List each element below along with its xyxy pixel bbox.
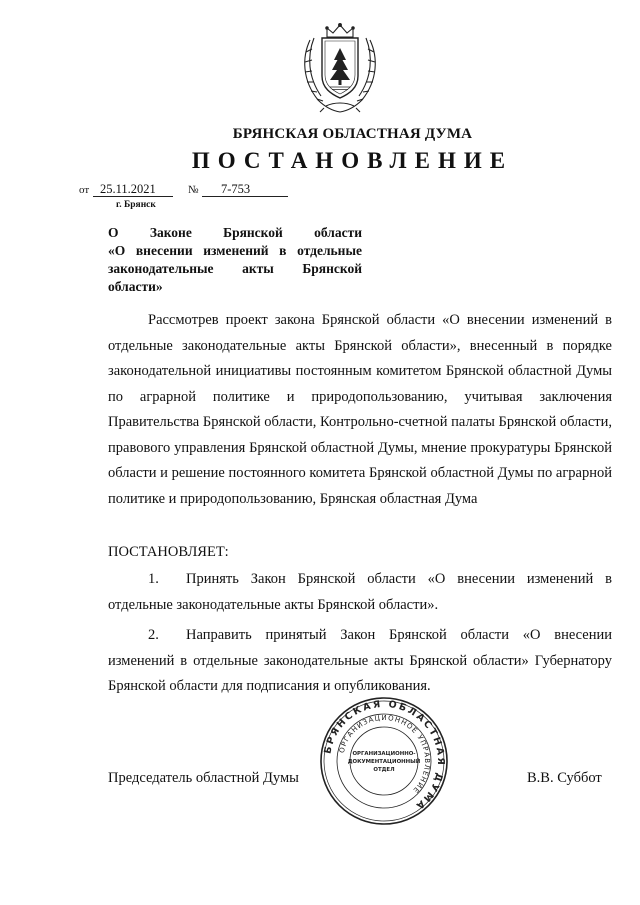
organization-title: БРЯНСКАЯ ОБЛАСТНАЯ ДУМА (232, 126, 473, 142)
item-1-text: Принять Закон Брянской области «О внесении изменений в отдельные законодательные акты Брянской области». (108, 571, 612, 613)
seal-inner-text: ОРГАНИЗАЦИОННОЕ УПРАВЛЕНИЕ (337, 713, 432, 795)
item-1-number: 1. (148, 571, 159, 587)
signatory-position: Председатель областной Думы (108, 770, 299, 786)
date-number-line (79, 182, 299, 198)
resolution-item-2 (108, 623, 612, 700)
number-prefix: № (188, 184, 199, 196)
seal-center-line-1: ОРГАНИЗАЦИОННО- (352, 751, 416, 757)
date-underline (93, 196, 173, 197)
item-2-number: 2. (148, 627, 159, 643)
date-prefix: от (79, 184, 90, 196)
document-type-title: ПОСТАНОВЛЕНИЕ (191, 148, 514, 173)
city: г. Брянск (116, 200, 156, 210)
item-2-text: Направить принятый Закон Брянской области «О внесении изменений в отдельные законодательные акты Брянской области» Губернатору Брянской области для подписания и опубликования. (108, 627, 612, 694)
seal-center-line-2: ДОКУМЕНТАЦИОННЫЙ (347, 759, 421, 765)
document-number: 7-753 (221, 182, 251, 196)
document-date: 25.11.2021 (100, 182, 156, 196)
subject-line-1: О Законе Брянской области (108, 225, 362, 240)
subject-line-2: «О внесении изменений в отдельные законодательные акты Брянской области» (108, 243, 362, 294)
signatory-name: В.В. Суббот (527, 770, 602, 786)
official-seal-icon (318, 695, 450, 827)
document-subject (108, 224, 362, 296)
resolution-item-1 (108, 567, 612, 618)
seal-center-line-3: ОТДЕЛ (373, 767, 395, 773)
preamble-paragraph: Рассмотрев проект закона Брянской области «О внесении изменений в отдельные законодательные акты Брянской области», внесенный в порядке законодательной инициативы постоянным комитетом Брянской областной Думы по аграрной политике и природопользованию, учитывая заключения Правительства Брянской области, Контрольно-счетной палаты Брянской области, правового управления Брянской областной Думы, мнение прокуратуры Брянской области и решение постоянного комитета Брянской областной Думы по аграрной политике и природопользованию, Брянская областная Дума (108, 312, 612, 507)
resolves-heading: ПОСТАНОВЛЯЕТ: (108, 544, 229, 560)
coat-of-arms-icon (296, 22, 384, 114)
number-underline (202, 196, 288, 197)
seal-outer-text: БРЯНСКАЯ ОБЛАСТНАЯ ДУМА (322, 698, 447, 813)
